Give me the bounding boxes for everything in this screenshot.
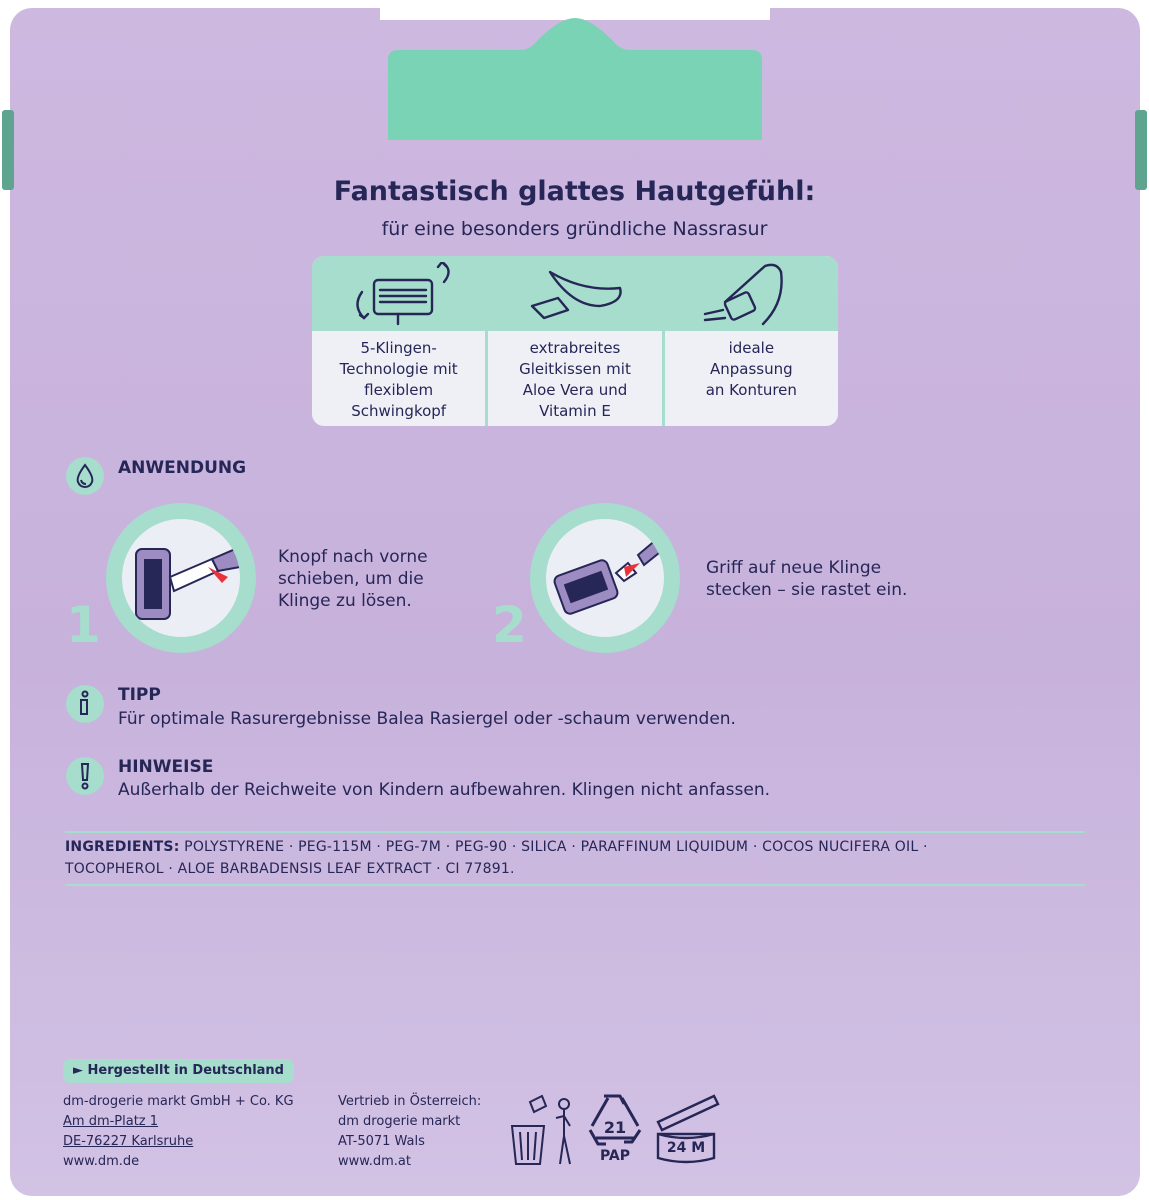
feature-text: extrabreites Gleitkissen mit Aloe Vera und Vitamin E (519, 339, 631, 420)
water-drop-icon (66, 457, 104, 495)
step-1-text: Knopf nach vorne schieben, um die Klinge zu lösen. (278, 547, 428, 611)
de-address (63, 1092, 294, 1172)
at-website: www.dm.at (338, 1154, 411, 1169)
at-label: Vertrieb in Österreich: (338, 1094, 482, 1109)
at-address (338, 1092, 481, 1172)
recycling-pap-icon (580, 1092, 650, 1168)
section-title-anwendung: ANWENDUNG (118, 458, 247, 478)
step-number: 1 (66, 596, 101, 654)
step-1-illustration (106, 503, 256, 653)
tipp-text: Für optimale Rasurergebnisse Balea Rasiergel oder -schaum verwenden. (118, 709, 736, 729)
section-title-hinweise: HINWEISE (118, 757, 214, 777)
open-jar-icon (652, 1094, 724, 1166)
razor-contour-icon (665, 262, 837, 330)
feature-text: ideale Anpassung an Konturen (705, 339, 797, 399)
made-in-badge (63, 1059, 294, 1083)
feature-item (485, 256, 661, 426)
step-2-illustration (530, 503, 680, 653)
at-city: AT-5071 Wals (338, 1134, 425, 1149)
de-city: DE-76227 Karlsruhe (63, 1134, 194, 1149)
feature-item (312, 256, 485, 426)
recycle-code: 21 (603, 1118, 627, 1137)
de-company: dm-drogerie markt GmbH + Co. KG (63, 1094, 294, 1109)
recycle-label: PAP (599, 1148, 631, 1164)
feature-panel (312, 256, 838, 426)
step-2-text: Griff auf neue Klinge stecken – sie rastet ein. (706, 558, 908, 600)
de-website: www.dm.de (63, 1154, 140, 1169)
hanger-notch (380, 0, 770, 140)
feature-item (662, 256, 838, 426)
headline: Fantastisch glattes Hautgefühl: (333, 176, 816, 207)
de-street: Am dm-Platz 1 (63, 1114, 159, 1129)
exclamation-icon (66, 757, 104, 795)
at-company: dm drogerie markt (338, 1114, 461, 1129)
made-in-text: Hergestellt in Deutschland (87, 1063, 284, 1078)
pao-label: 24 M (666, 1140, 706, 1156)
ingredients-line-1: POLYSTYRENE · PEG-115M · PEG-7M · PEG-90 · SILICA · PARAFFINUM LIQUIDUM · COCOS NUCIFERA OIL · (184, 839, 928, 855)
step-number: 2 (492, 596, 527, 654)
ingredients-block (65, 831, 1085, 886)
waste-bin-icon (508, 1092, 578, 1168)
rotating-razor-head-icon (312, 262, 484, 330)
info-icon (66, 685, 104, 723)
section-title-tipp: TIPP (118, 685, 161, 705)
ingredients-line-2: TOCOPHEROL · ALOE BARBADENSIS LEAF EXTRACT · CI 77891. (65, 861, 515, 877)
hinweise-text: Außerhalb der Reichweite von Kindern aufbewahren. Klingen nicht anfassen. (118, 780, 770, 800)
play-arrow-icon: ► (73, 1063, 83, 1078)
feature-text: 5-Klingen- Technologie mit flexiblem Schwingkopf (339, 339, 458, 420)
subline: für eine besonders gründliche Nassrasur (381, 218, 768, 240)
ingredients-label: INGREDIENTS: (65, 839, 180, 855)
aloe-leaf-icon (488, 262, 660, 330)
